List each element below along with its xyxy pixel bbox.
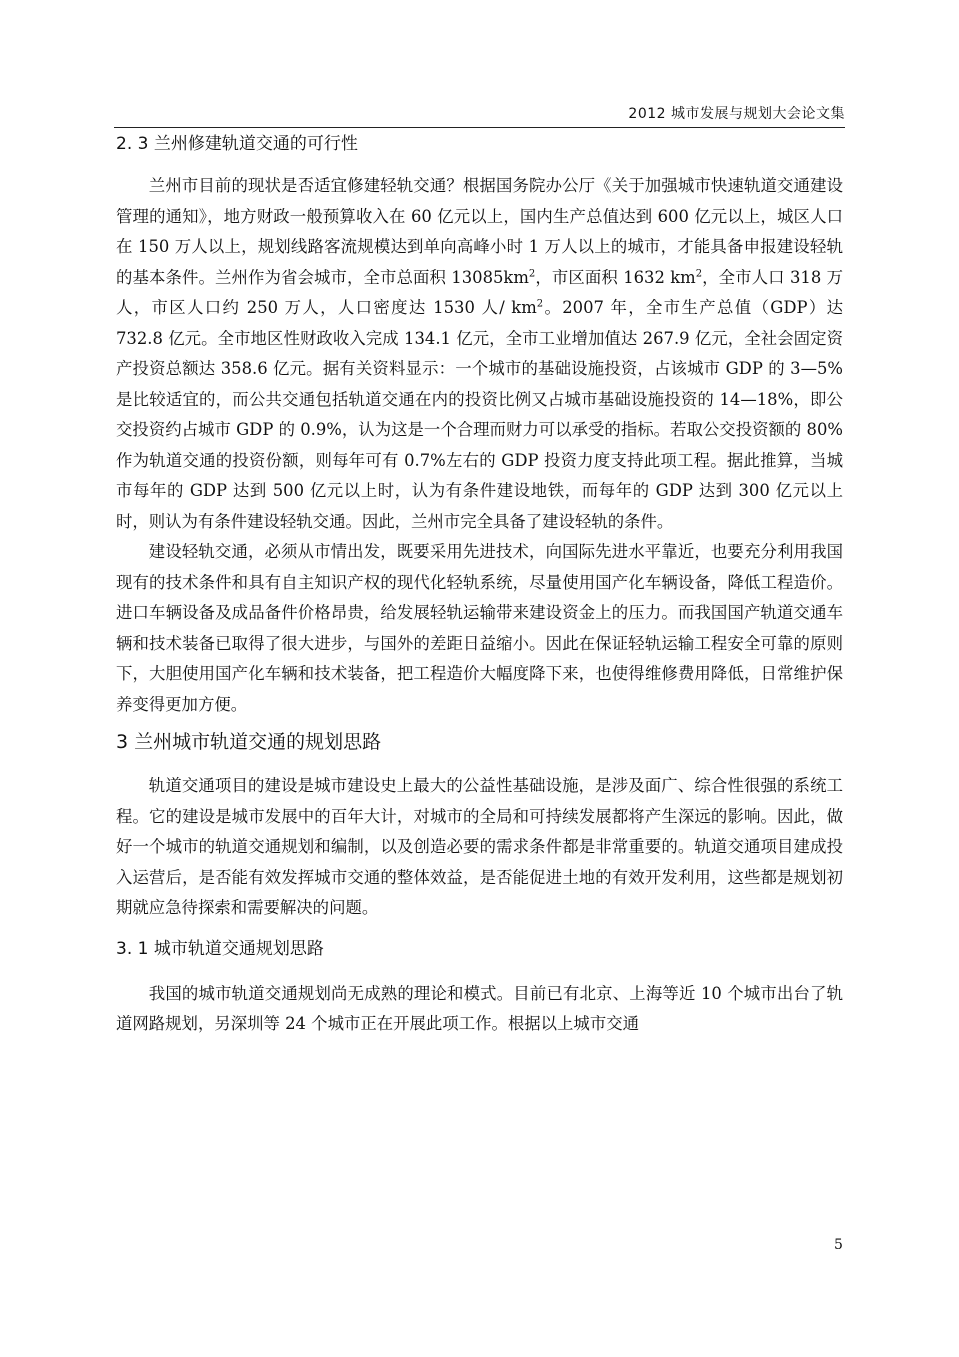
- paragraph-text: ，全市人口 318 万人，市区人口约 250 万人，人口密度达 1530 人/ km: [116, 267, 843, 317]
- section-heading-3-1: 3. 1 城市轨道交通规划思路: [116, 938, 324, 959]
- superscript: 2: [695, 268, 703, 280]
- section-heading-2-3: 2. 3 兰州修建轨道交通的可行性: [116, 134, 358, 154]
- paragraph-planning-intro: 轨道交通项目的建设是城市建设史上最大的公益性基础设施，是涉及面广、综合性很强的系统工程。它的建设是城市发展中的百年大计，对城市的全局和可持续发展都将产生深远的影响。因此，做好一个城市的轨道交通规划和编制，以及创造必要的需求条件都是非常重要的。轨道交通项目建成投入运营后，是否能有效发挥城市交通的整体效益，是否能促进土地的有效开发利用，这些都是规划初期就应急待探索和需要解决的问题。: [116, 776, 843, 917]
- page-number: 5: [834, 1237, 843, 1253]
- paragraph-text: 兰州市目前的现状是否适宜修建轻轨交通？根据国务院办公厅《关于加强城市快速轨道交通建设管理的通知》，地方财政一般预算收入在 60 亿元以上，国内生产总值达到 600 亿元以上，城区人口在 150 万人以上，规划线路客流规模达到单向高峰小时 1 万人以上的城市，才能具备申报建设轻轨的基本条件。兰州作为省会城市，全市总面积 13085km: [116, 176, 843, 287]
- paragraph-text: 。2007 年，全市生产总值（GDP）达 732.8 亿元。全市地区性财政收入完成 134.1 亿元，全市工业增加值达 267.9 亿元，全社会固定资产投资总额达 358.6 亿元。据有关资料显示：一个城市的基础设施投资，占该城市 GDP 的 3—5%是比较适宜的，而公共交通包括轨道交通在内的投资比例又占城市基础设施投资的 14—18%，即公交投资约占城市 GDP 的 0.9%，认为这是一个合理而财力可以承受的指标。若取公交投资额的 80%作为轨道交通的投资份额，则每年可有 0.7%左右的 GDP 投资力度支持此项工程。据此推算，当城市每年的 GDP 达到 500 亿元以上时，认为有条件建设地铁，而每年的 GDP 达到 300 亿元以上时，则认为有条件建设轻轨交通。因此，兰州市完全具备了建设轻轨的条件。: [116, 298, 843, 531]
- running-header: 2012 城市发展与规划大会论文集: [628, 106, 845, 122]
- paragraph-feasibility: [116, 171, 843, 537]
- page-body: [116, 132, 843, 1040]
- section-heading-3: 3 兰州城市轨道交通的规划思路: [116, 731, 382, 753]
- paragraph-localization: 建设轻轨交通，必须从市情出发，既要采用先进技术，向国际先进水平靠近，也要充分利用我国现有的技术条件和具有自主知识产权的现代化轻轨系统，尽量使用国产化车辆设备，降低工程造价。进口车辆设备及成品备件价格昂贵，给发展轻轨运输带来建设资金上的压力。而我国国产轨道交通车辆和技术装备已取得了很大进步，与国外的差距日益缩小。因此在保证轻轨运输工程安全可靠的原则下，大胆使用国产化车辆和技术装备，把工程造价大幅度降下来，也使得维修费用降低，日常维护保养变得更加方便。: [116, 542, 843, 714]
- paragraph-text: ，市区面积 1632 km: [535, 267, 696, 287]
- header-rule: [114, 127, 845, 128]
- paragraph-planning-approach: 我国的城市轨道交通规划尚无成熟的理论和模式。目前已有北京、上海等近 10 个城市出台了轨道网路规划，另深圳等 24 个城市正在开展此项工作。根据以上城市交通: [116, 983, 843, 1033]
- superscript: 2: [528, 268, 536, 280]
- superscript: 2: [536, 298, 544, 310]
